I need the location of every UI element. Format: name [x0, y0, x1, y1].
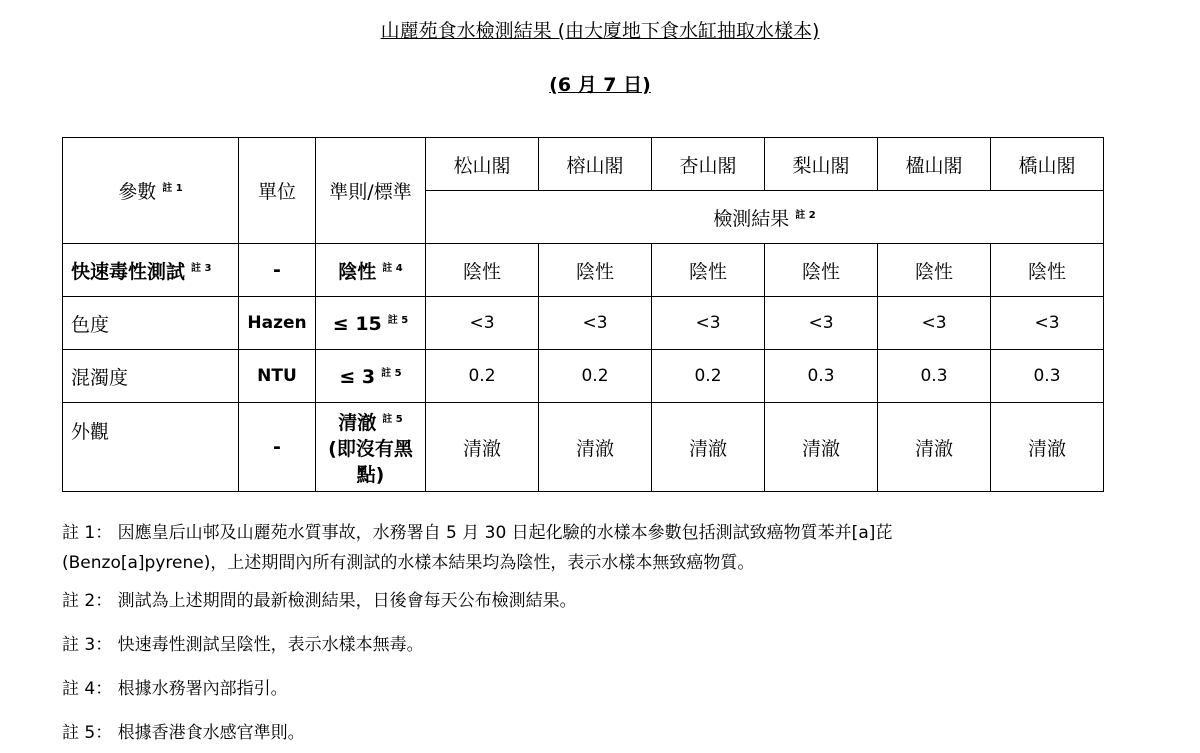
parameter-cell: 外觀: [63, 403, 239, 492]
value-cell: 陰性: [426, 244, 539, 297]
value-cell: <3: [426, 297, 539, 350]
value-cell: 清澈: [878, 403, 991, 492]
value-cell: 陰性: [765, 244, 878, 297]
results-table: [62, 137, 1104, 492]
value-cell: 陰性: [991, 244, 1104, 297]
note-marker: 註 2: [795, 209, 816, 221]
note-marker: 註 3: [191, 262, 212, 274]
footnote: (Benzo[a]pyrene)，上述期間內所有測試的水樣本結果均為陰性，表示水樣本無致癌物質。: [62, 553, 755, 573]
value-cell: 陰性: [539, 244, 652, 297]
header-site: 杏山閣: [652, 138, 765, 191]
parameter-cell: 快速毒性測試 $^{註 3}$: [63, 244, 239, 297]
unit-cell: -: [239, 403, 316, 492]
table-row: [63, 297, 1104, 350]
value-cell: <3: [652, 297, 765, 350]
header-site: 松山閣: [426, 138, 539, 191]
footnote: 註 1： 因應皇后山邨及山麗苑水質事故，水務署自 5 月 30 日起化驗的水樣本參數包括測試致癌物質苯并[a]芘: [62, 523, 893, 543]
value-cell: <3: [539, 297, 652, 350]
parameter-cell: 色度: [63, 297, 239, 350]
standard-cell: 陰性 $^{註 4}$: [316, 244, 426, 297]
footnote: 註 2： 測試為上述期間的最新檢測結果，日後會每天公布檢測結果。: [62, 591, 577, 611]
value-cell: <3: [878, 297, 991, 350]
header-row: [63, 138, 1104, 191]
footnote: 註 4： 根據水務署內部指引。: [62, 679, 288, 699]
standard-cell: ≤ 3 $^{註 5}$: [316, 350, 426, 403]
standard-cell: 清澈 $^{註 5}$ (即沒有黑 點): [316, 403, 426, 492]
header-unit: 單位: [239, 138, 316, 244]
value-cell: 0.3: [878, 350, 991, 403]
header-site: 橋山閣: [991, 138, 1104, 191]
header-site: 楹山閣: [878, 138, 991, 191]
header-standard: 準則/標準: [316, 138, 426, 244]
value-cell: 陰性: [878, 244, 991, 297]
report-date: (6 月 7 日): [549, 74, 651, 96]
value-cell: 清澈: [426, 403, 539, 492]
value-cell: 0.3: [765, 350, 878, 403]
value-cell: <3: [991, 297, 1104, 350]
page-title: 山麗苑食水檢測結果 (由大廈地下食水缸抽取水樣本): [380, 20, 820, 42]
footnotes: [62, 518, 1142, 748]
footnote: 註 3： 快速毒性測試呈陰性，表示水樣本無毒。: [62, 635, 424, 655]
note-marker: 註 5: [387, 315, 409, 326]
value-cell: <3: [765, 297, 878, 350]
standard-cell: ≤ 15 $^{註 5}$: [316, 297, 426, 350]
value-cell: 0.2: [426, 350, 539, 403]
table-row: [63, 403, 1104, 492]
note-marker: 註 5: [382, 413, 403, 425]
footnote: 註 5： 根據香港食水感官準則。: [62, 723, 305, 743]
unit-cell: Hazen: [239, 297, 316, 350]
value-cell: 清澈: [765, 403, 878, 492]
table-row: [63, 350, 1104, 403]
header-site: 榕山閣: [539, 138, 652, 191]
value-cell: 清澈: [991, 403, 1104, 492]
value-cell: 陰性: [652, 244, 765, 297]
value-cell: 0.2: [539, 350, 652, 403]
parameter-cell: 混濁度: [63, 350, 239, 403]
table-row: [63, 244, 1104, 297]
value-cell: 0.3: [991, 350, 1104, 403]
note-marker: 註 4: [382, 262, 403, 274]
value-cell: 清澈: [539, 403, 652, 492]
header-results: 檢測結果 $^{註 2}$: [426, 191, 1104, 244]
value-cell: 清澈: [652, 403, 765, 492]
note-marker: 註 5: [381, 368, 402, 379]
value-cell: 0.2: [652, 350, 765, 403]
note-marker: 註 1: [162, 183, 183, 194]
unit-cell: NTU: [239, 350, 316, 403]
unit-cell: -: [239, 244, 316, 297]
header-parameter: 參數 $^{註 1}$: [63, 138, 239, 244]
header-site: 梨山閣: [765, 138, 878, 191]
